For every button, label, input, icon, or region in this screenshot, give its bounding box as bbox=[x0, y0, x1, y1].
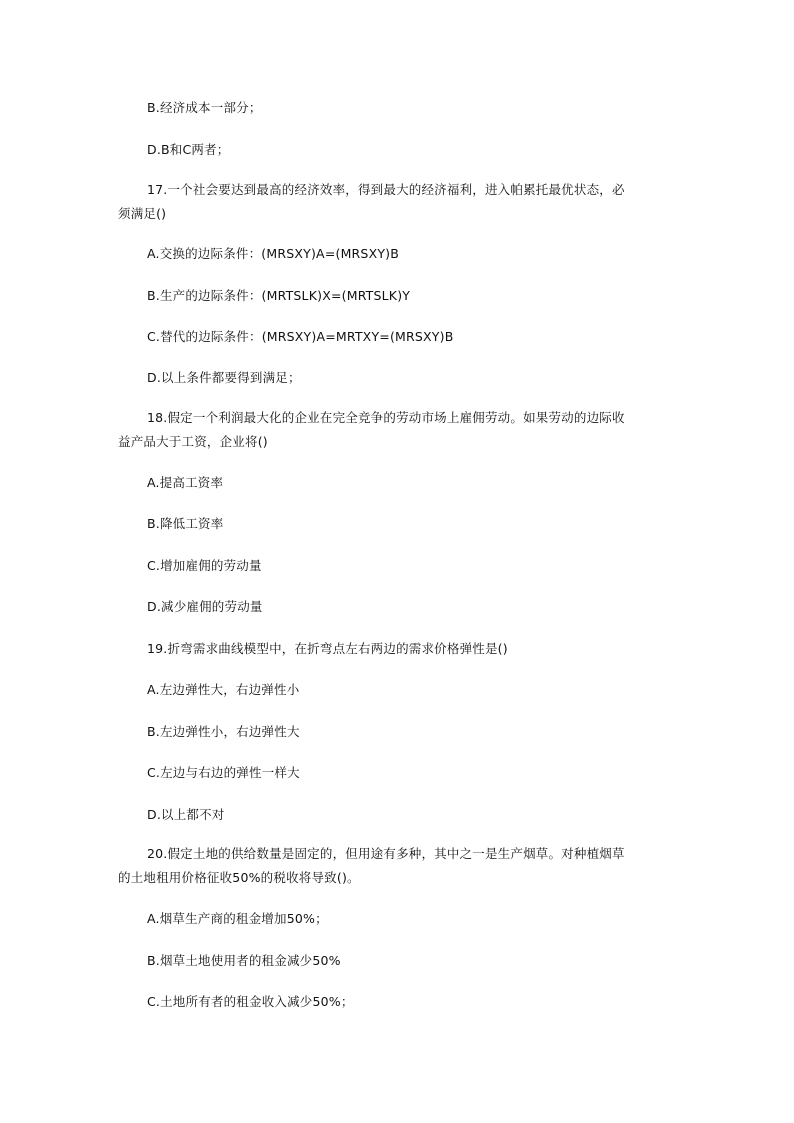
question-18-option-b: B.降低工资率 bbox=[147, 516, 224, 531]
question-19: 19.折弯需求曲线模型中，在折弯点左右两边的需求价格弹性是() bbox=[147, 641, 508, 656]
question-18-option-d: D.减少雇佣的劳动量 bbox=[147, 599, 263, 614]
question-19-option-a: A.左边弹性大，右边弹性小 bbox=[147, 682, 300, 697]
question-17-line-1: 17.一个社会要达到最高的经济效率，得到最大的经济福利，进入帕累托最优状态，必 bbox=[147, 182, 625, 197]
question-18-line-1: 18.假定一个利润最大化的企业在完全竞争的劳动市场上雇佣劳动。如果劳动的边际收 bbox=[147, 410, 625, 425]
question-17-option-b: B.生产的边际条件：(MRTSLK)X=(MRTSLK)Y bbox=[147, 288, 411, 303]
question-20-line-2: 的土地租用价格征收50%的税收将导致()。 bbox=[118, 870, 360, 885]
question-19-option-b: B.左边弹性小，右边弹性大 bbox=[147, 724, 300, 739]
question-20-line-1: 20.假定土地的供给数量是固定的，但用途有多种，其中之一是生产烟草。对种植烟草 bbox=[147, 846, 625, 861]
question-19-option-c: C.左边与右边的弹性一样大 bbox=[147, 765, 300, 780]
question-20-option-b: B.烟草土地使用者的租金减少50% bbox=[147, 953, 341, 968]
question-17 bbox=[118, 178, 678, 226]
question-19-option-d: D.以上都不对 bbox=[147, 807, 225, 822]
question-17-option-a: A.交换的边际条件：(MRSXY)A=(MRSXY)B bbox=[147, 246, 400, 261]
question-17-option-c: C.替代的边际条件：(MRSXY)A=MRTXY=(MRSXY)B bbox=[147, 329, 454, 344]
question-18-line-2: 益产品大于工资，企业将() bbox=[118, 434, 268, 449]
question-20-option-c: C.土地所有者的租金收入减少50%； bbox=[147, 994, 354, 1009]
question-20 bbox=[118, 842, 678, 890]
option-d-prev: D.B和C两者； bbox=[147, 142, 230, 157]
question-20-option-a: A.烟草生产商的租金增加50%； bbox=[147, 911, 328, 926]
question-17-line-2: 须满足() bbox=[118, 206, 167, 221]
question-18-option-c: C.增加雇佣的劳动量 bbox=[147, 558, 262, 573]
question-18-option-a: A.提高工资率 bbox=[147, 475, 224, 490]
question-18 bbox=[118, 406, 678, 454]
option-b-prev: B.经济成本一部分； bbox=[147, 100, 262, 115]
question-17-option-d: D.以上条件都要得到满足； bbox=[147, 370, 301, 385]
